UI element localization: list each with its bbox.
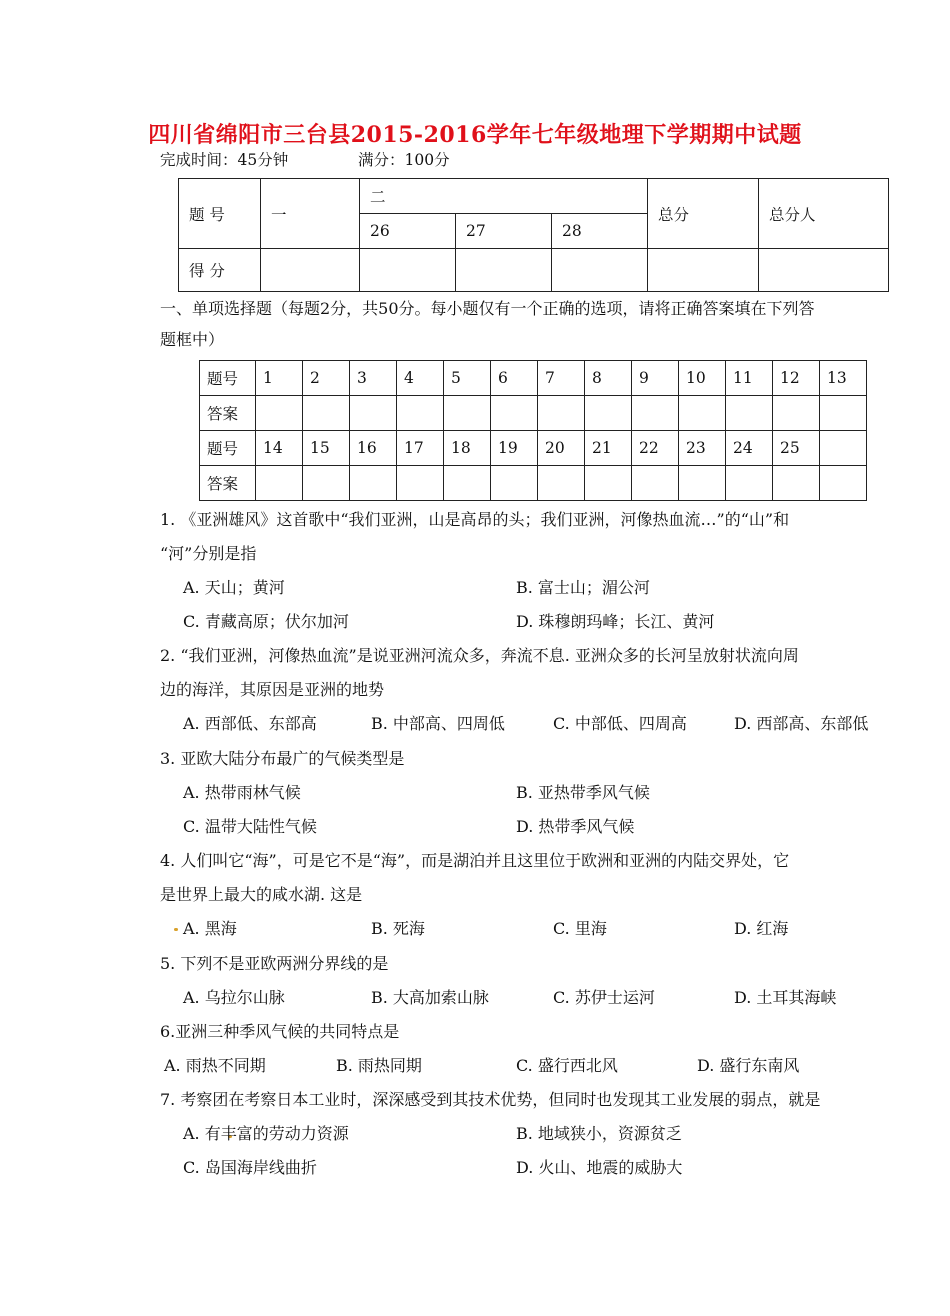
question-number: 18 (444, 431, 491, 466)
question-3-option-d[interactable]: D. 热带季风气候 (516, 817, 635, 836)
question-number: 1 (256, 361, 303, 396)
answer-cell[interactable] (726, 396, 773, 431)
question-2-option-c[interactable]: C. 中部低、四周高 (553, 714, 687, 733)
question-5-stem: 5. 下列不是亚欧两洲分界线的是 (160, 954, 389, 973)
section-instruction-line2: 题框中） (160, 330, 225, 349)
question-3-stem: 3. 亚欧大陆分布最广的气候类型是 (160, 749, 405, 768)
answer-cell[interactable] (632, 466, 679, 501)
answer-cell[interactable] (820, 396, 867, 431)
score-col-one: 一 (261, 179, 360, 249)
answer-cell[interactable] (444, 466, 491, 501)
answer-cell[interactable] (773, 466, 820, 501)
score-cell[interactable] (648, 249, 759, 292)
score-cell[interactable] (456, 249, 552, 292)
answer-row-label: 题号 (200, 431, 256, 466)
question-number: 13 (820, 361, 867, 396)
score-cell[interactable] (552, 249, 648, 292)
question-1-option-a[interactable]: A. 天山；黄河 (183, 578, 285, 597)
score-sub-27: 27 (456, 214, 552, 249)
question-4-option-a[interactable]: A. 黑海 (183, 919, 237, 938)
question-number: 19 (491, 431, 538, 466)
question-7-option-a[interactable]: A. 有丰富的劳动力资源 (183, 1124, 349, 1143)
score-col-scorer: 总分人 (759, 179, 889, 249)
answer-cell[interactable] (538, 396, 585, 431)
answer-row-label: 答案 (200, 466, 256, 501)
answer-cell[interactable] (444, 396, 491, 431)
question-7-option-d[interactable]: D. 火山、地震的威胁大 (516, 1158, 683, 1177)
score-label: 得 分 (179, 249, 261, 292)
question-2-option-b[interactable]: B. 中部高、四周低 (371, 714, 505, 733)
question-number: 23 (679, 431, 726, 466)
answer-cell[interactable] (256, 396, 303, 431)
question-1-option-d[interactable]: D. 珠穆朗玛峰；长江、黄河 (516, 612, 715, 631)
full-score: 满分：100分 (358, 151, 450, 169)
question-number: 25 (773, 431, 820, 466)
answer-row-label: 答案 (200, 396, 256, 431)
question-2-stem: 2. “我们亚洲，河像热血流”是说亚洲河流众多，奔流不息. 亚洲众多的长河呈放射状流向周 (160, 646, 799, 665)
answer-cell[interactable] (679, 466, 726, 501)
question-7-stem: 7. 考察团在考察日本工业时，深深感受到其技术优势，但同时也发现其工业发展的弱点，就是 (160, 1090, 821, 1109)
question-number: 20 (538, 431, 585, 466)
answer-cell[interactable] (538, 466, 585, 501)
answer-cell[interactable] (350, 396, 397, 431)
question-5-option-b[interactable]: B. 大高加索山脉 (371, 988, 489, 1007)
question-number: 11 (726, 361, 773, 396)
question-number: 24 (726, 431, 773, 466)
question-2-option-d[interactable]: D. 西部高、东部低 (734, 714, 869, 733)
answer-cell[interactable] (397, 396, 444, 431)
question-4-stem-cont: 是世界上最大的咸水湖. 这是 (160, 885, 363, 904)
question-number: 15 (303, 431, 350, 466)
question-3-option-b[interactable]: B. 亚热带季风气候 (516, 783, 650, 802)
question-1-option-b[interactable]: B. 富士山；湄公河 (516, 578, 650, 597)
question-number: 10 (679, 361, 726, 396)
answer-cell[interactable] (303, 466, 350, 501)
answer-cell[interactable] (256, 466, 303, 501)
question-5-option-a[interactable]: A. 乌拉尔山脉 (183, 988, 285, 1007)
question-number: 12 (773, 361, 820, 396)
score-col-two: 二 (360, 179, 648, 214)
section-instruction-line1: 一、单项选择题（每题2分，共50分。每小题仅有一个正确的选项，请将正确答案填在下列答 (160, 299, 815, 318)
answer-cell[interactable] (350, 466, 397, 501)
score-table (178, 178, 889, 292)
question-1-stem: 1. 《亚洲雄风》这首歌中“我们亚洲，山是高昂的头；我们亚洲，河像热血流…”的“山”和 (160, 510, 790, 529)
question-3-option-a[interactable]: A. 热带雨林气候 (183, 783, 301, 802)
answer-number-row (200, 431, 867, 466)
answer-cell[interactable] (679, 396, 726, 431)
answer-cell[interactable] (491, 466, 538, 501)
question-5-option-c[interactable]: C. 苏伊士运河 (553, 988, 655, 1007)
score-cell[interactable] (759, 249, 889, 292)
question-number (820, 431, 867, 466)
question-6-option-b[interactable]: B. 雨热同期 (336, 1056, 422, 1075)
time-limit: 完成时间：45分钟 (160, 151, 289, 169)
question-2-stem-cont: 边的海洋，其原因是亚洲的地势 (160, 680, 385, 699)
question-number: 6 (491, 361, 538, 396)
question-number: 8 (585, 361, 632, 396)
question-number: 22 (632, 431, 679, 466)
score-row-header: 题 号 (179, 179, 261, 249)
page-title: 四川省绵阳市三台县2015-2016学年七年级地理下学期期中试题 (148, 122, 802, 148)
score-col-total: 总分 (648, 179, 759, 249)
question-number: 2 (303, 361, 350, 396)
question-7-option-b[interactable]: B. 地域狭小，资源贫乏 (516, 1124, 682, 1143)
question-4-option-d[interactable]: D. 红海 (734, 919, 789, 938)
score-cell[interactable] (360, 249, 456, 292)
question-1-stem-cont: “河”分别是指 (160, 544, 257, 563)
answer-cell[interactable] (820, 466, 867, 501)
question-number: 7 (538, 361, 585, 396)
answer-cell[interactable] (632, 396, 679, 431)
score-cell[interactable] (261, 249, 360, 292)
answer-cell[interactable] (773, 396, 820, 431)
speck-mark (174, 928, 178, 931)
answer-cell[interactable] (491, 396, 538, 431)
answer-input-row (200, 396, 867, 431)
answer-cell[interactable] (397, 466, 444, 501)
question-6-option-a[interactable]: A. 雨热不同期 (164, 1056, 266, 1075)
question-3-option-c[interactable]: C. 温带大陆性气候 (183, 817, 317, 836)
question-number: 16 (350, 431, 397, 466)
score-sub-26: 26 (360, 214, 456, 249)
question-number: 9 (632, 361, 679, 396)
question-2-option-a[interactable]: A. 西部低、东部高 (183, 714, 317, 733)
answer-row-label: 题号 (200, 361, 256, 396)
question-number: 3 (350, 361, 397, 396)
answer-cell[interactable] (585, 396, 632, 431)
question-number: 5 (444, 361, 491, 396)
question-6-option-d[interactable]: D. 盛行东南风 (697, 1056, 800, 1075)
answer-cell[interactable] (585, 466, 632, 501)
question-6-stem: 6.亚洲三种季风气候的共同特点是 (160, 1022, 400, 1041)
answer-cell[interactable] (303, 396, 350, 431)
question-number: 4 (397, 361, 444, 396)
question-1-option-c[interactable]: C. 青藏高原；伏尔加河 (183, 612, 349, 631)
score-sub-28: 28 (552, 214, 648, 249)
question-number: 17 (397, 431, 444, 466)
question-7-option-c[interactable]: C. 岛国海岸线曲折 (183, 1158, 317, 1177)
question-6-option-c[interactable]: C. 盛行西北风 (516, 1056, 618, 1075)
answer-table (199, 360, 867, 501)
question-4-stem: 4. 人们叫它“海”，可是它不是“海”，而是湖泊并且这里位于欧洲和亚洲的内陆交界处，它 (160, 851, 790, 870)
question-4-option-b[interactable]: B. 死海 (371, 919, 425, 938)
answer-cell[interactable] (726, 466, 773, 501)
answer-number-row (200, 361, 867, 396)
question-number: 14 (256, 431, 303, 466)
question-4-option-c[interactable]: C. 里海 (553, 919, 607, 938)
answer-input-row (200, 466, 867, 501)
question-number: 21 (585, 431, 632, 466)
question-5-option-d[interactable]: D. 土耳其海峡 (734, 988, 837, 1007)
